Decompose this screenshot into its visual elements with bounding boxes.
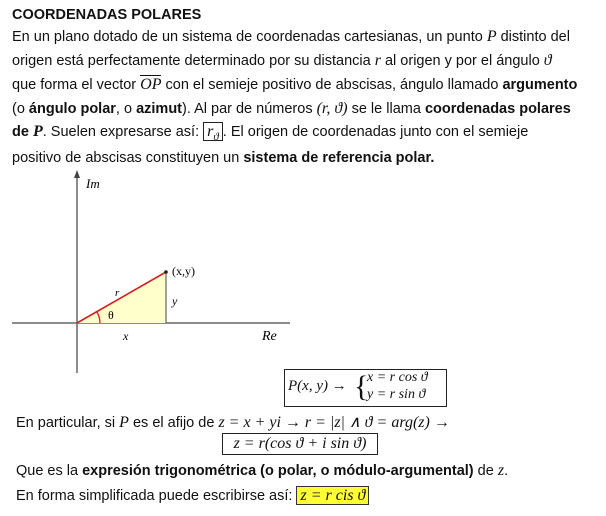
polar-system-box (284, 369, 447, 407)
text: que forma el vector (12, 77, 141, 93)
point-P (164, 270, 168, 274)
paragraph-line-2 (12, 51, 552, 71)
text: origen está perfectamente determinado por su distancia (12, 53, 375, 69)
cis-formula-highlight: z = r cis ϑ (296, 486, 369, 505)
math-formula: z = x + yi → r = |z| ∧ ϑ = arg(z) → (218, 414, 450, 431)
point-label: (x,y) (172, 264, 195, 278)
text: , o (115, 101, 137, 117)
text: positivo de abscisas constituyen un (12, 150, 244, 166)
page-title: COORDENADAS POLARES (12, 7, 202, 23)
equation-x: x = r cos ϑ (367, 370, 428, 385)
text: (o (12, 101, 29, 117)
equation-y: y = r sin ϑ (367, 387, 426, 402)
polar-diagram (0, 168, 300, 378)
bold-term: ángulo polar (28, 101, 116, 117)
math-P: P (486, 28, 497, 45)
paragraph-line-4 (12, 99, 571, 119)
math-z: z (497, 462, 505, 479)
im-label: Im (86, 176, 100, 191)
math-P: P (119, 414, 129, 431)
text: En un plano dotado de un sistema de coordenadas cartesianas, un punto (12, 29, 487, 45)
simplified-line (16, 486, 369, 506)
math-P: P (32, 123, 43, 140)
polar-notation-box (203, 122, 223, 144)
text: al origen y por el ángulo (380, 53, 544, 69)
text: En forma simplificada puede escribirse así: (16, 488, 297, 504)
system-lhs: P(x, y) → (288, 378, 347, 394)
text: distinto del (496, 29, 570, 45)
r-label: r (115, 287, 120, 299)
theta-label: θ (108, 308, 114, 322)
text: . (504, 463, 509, 479)
trig-formula-box (222, 433, 378, 455)
text: ). Al par de números (182, 101, 317, 117)
paragraph-line-1 (12, 27, 570, 47)
brace-icon: { (354, 370, 369, 403)
bold-term: azimut (136, 101, 182, 117)
math-theta: ϑ (543, 52, 552, 69)
text: es el afijo de (128, 415, 219, 431)
bold-term: de (12, 124, 33, 140)
re-label: Re (262, 329, 277, 344)
bold-term: expresión trigonométrica (o polar, o módulo-argumental) (82, 463, 474, 479)
trig-expression-line (16, 461, 508, 481)
text: . Suelen expresarse así: (42, 124, 204, 140)
text: En particular, si (16, 415, 120, 431)
bold-term: sistema de referencia polar. (243, 150, 435, 166)
paragraph-line-3 (12, 75, 577, 95)
bold-term: argumento (502, 77, 578, 93)
trig-formula: z = r(cos ϑ + i sin ϑ) (233, 435, 367, 452)
paragraph-line-5 (12, 122, 528, 147)
math-r: r (207, 123, 214, 140)
math-r: r (374, 52, 381, 69)
text: con el semieje positivo de abscisas, ángulo llamado (161, 77, 503, 93)
particular-line (16, 413, 450, 433)
math-vector-OP: OP (140, 76, 162, 93)
text: se le llama (347, 101, 425, 117)
text: de (473, 463, 498, 479)
text: . El origen de coordenadas junto con el semieje (222, 124, 529, 140)
x-label: x (123, 329, 129, 343)
bold-term: coordenadas polares (424, 101, 571, 117)
text: Que es la (16, 463, 83, 479)
paragraph-line-6 (12, 148, 434, 168)
math-pair: (r, ϑ) (316, 100, 348, 117)
y-label: y (172, 294, 178, 308)
y-axis-arrow-icon (74, 170, 80, 178)
math-theta-sub: ϑ (213, 131, 219, 144)
